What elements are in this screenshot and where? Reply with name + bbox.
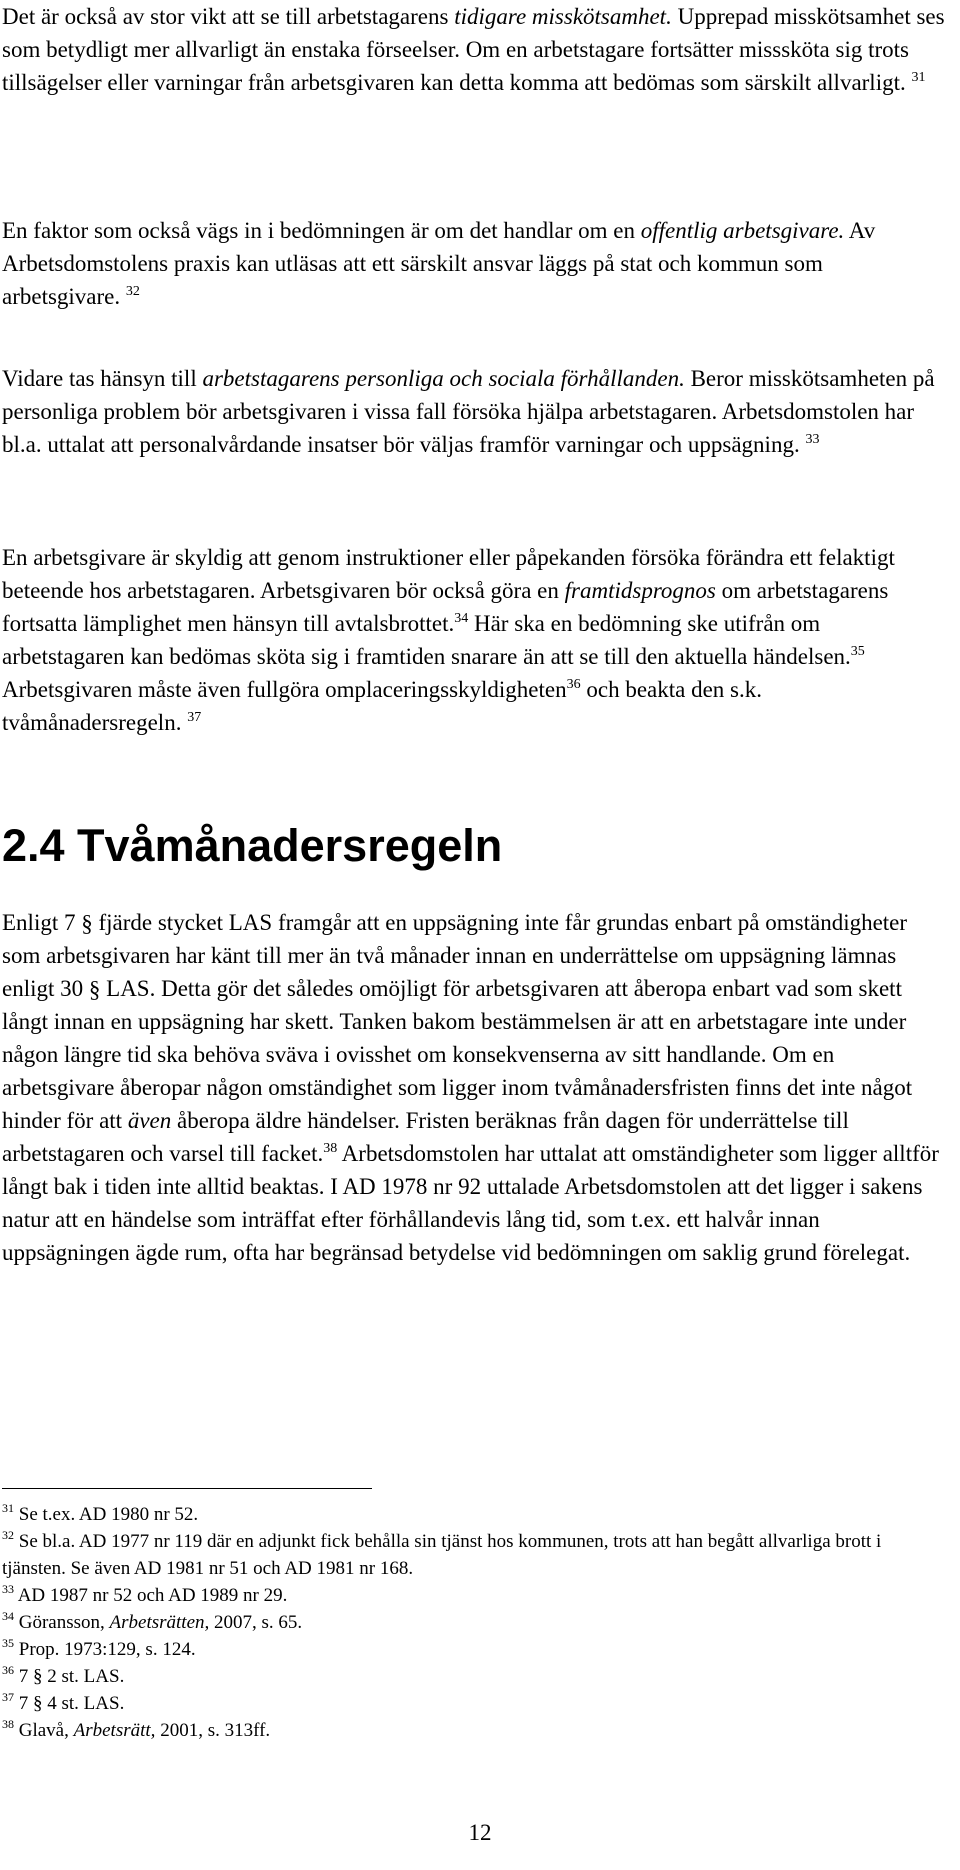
footnote-text: Göransson, (14, 1612, 110, 1633)
paragraph-personal-circumstances (2, 362, 946, 461)
footnote-emphasis: Arbetsrätt, (73, 1720, 156, 1741)
footnote-number: 31 (2, 1501, 14, 1515)
paragraph-text: En arbetsgivare är skyldig att genom instruktioner eller påpekanden försöka förändra ett felaktigt beteende hos arbetstagaren. Arbetsgivaren bör också göra en (2, 545, 895, 603)
footnote (2, 1636, 946, 1663)
footnote-text: 2007, s. 65. (209, 1612, 303, 1633)
footnote-ref[interactable]: 32 (125, 284, 140, 299)
emphasis-text: arbetstagarens personliga och sociala förhållanden. (202, 366, 685, 391)
paragraph-text: Upprepad misskötsamhet ses som betydligt mer allvarligt än enstaka förseelser. Om en arbetstagare fortsätter misssköta sig trots tillsägelser eller varningar från arbetsgivaren kan detta komma att bedömas som särskilt allvarligt. (2, 4, 945, 95)
footnote-ref[interactable]: 33 (805, 432, 820, 447)
footnote (2, 1663, 946, 1690)
footnote (2, 1690, 946, 1717)
paragraph-text: fjärde stycket LAS framgår att en uppsägning inte får grundas enbart på omständigheter som arbetsgivaren har känt till mer än två månader innan en underrättelse om uppsägning lämnas enligt 30 (2, 910, 908, 1001)
footnote-text: Prop. 1973:129, s. 124. (14, 1639, 196, 1660)
footnote (2, 1609, 946, 1636)
emphasis-text: framtidsprognos (564, 578, 716, 603)
footnote-text: 7 § 4 st. LAS. (14, 1693, 125, 1714)
footnote-text: Se t.ex. AD 1980 nr 52. (14, 1504, 199, 1525)
footnote-ref[interactable]: 35 (850, 644, 865, 659)
footnote-number: 36 (2, 1663, 14, 1677)
paragraph-text: åberopa äldre händelser. Fristen beräknas från dagen för underrättelse till arbetstagaren och varsel till facket. (2, 1108, 849, 1166)
footnote-ref[interactable]: 36 (566, 677, 581, 692)
paragraph-two-month-rule (2, 906, 946, 1269)
paragraph-text: En faktor som också vägs in i bedömningen är om det handlar om en (2, 218, 641, 243)
paragraph-text: Av Arbetsdomstolens praxis kan utläsas att ett särskilt ansvar läggs på stat och kommun som arbetsgivare. (2, 218, 876, 309)
paragraph-text: och beakta den s.k. tvåmånadersregeln. (2, 677, 762, 735)
footnote-number: 37 (2, 1690, 14, 1704)
footnote-text: 2001, s. 313ff. (155, 1720, 271, 1741)
paragraph-text: LAS. Detta gör det således omöjligt för arbetsgivaren att åberopa enbart vad som skett långt innan en uppsägning har skett. Tanken bakom bestämmelsen är att en arbetstagare inte under någon längre tid ska behöva sväva i ovisshet om konsekvenserna av sitt handlande. Om en arbetsgivare åberopar någon omständighet som ligger inom tvåmånadersfristen finns det inte något hinder för att (2, 976, 913, 1133)
footnote-ref[interactable]: 37 (187, 710, 202, 725)
paragraph-text: Här ska en bedömning ske utifrån om arbetstagaren kan bedömas sköta sig i framtiden snarare än att se till den aktuella händelsen. (2, 611, 851, 669)
footnote-separator (2, 1488, 372, 1489)
footnote (2, 1528, 946, 1582)
paragraph-text: Vidare tas hänsyn till (2, 366, 203, 391)
footnote-text: AD 1987 nr 52 och AD 1989 nr 29. (14, 1585, 288, 1606)
paragraph-text: Det är också av stor vikt att se till arbetstagarens (2, 4, 455, 29)
footnote (2, 1501, 946, 1528)
footnote-text: 7 § 2 st. LAS. (14, 1666, 125, 1687)
footnote-ref[interactable]: 31 (911, 70, 926, 85)
footnote (2, 1582, 946, 1609)
paragraph-text: Beror misskötsamheten på personliga problem bör arbetsgivaren i vissa fall försöka hjälpa arbetstagaren. Arbetsdomstolen har bl.a. uttalat att personalvårdande insatser bör väljas framför varningar och uppsägning. (2, 366, 935, 457)
page-number: 12 (468, 1820, 492, 1845)
footnote-emphasis: Arbetsrätten, (109, 1612, 210, 1633)
footnote (2, 1717, 946, 1744)
paragraph-text: Enligt 7 (2, 910, 82, 935)
footnote-ref[interactable]: 34 (454, 611, 469, 626)
paragraph-future-prognosis (2, 541, 946, 739)
paragraph-previous-misconduct (2, 0, 946, 99)
section-sign: § (81, 911, 93, 936)
footnote-number: 35 (2, 1636, 14, 1650)
paragraph-text: Arbetsdomstolen har uttalat att omständigheter som ligger alltför långt bak i tiden inte alltid beaktas. I AD 1978 nr 92 uttalade Arbetsdomstolen att det ligger i sakens natur att en händelse som inträffat efter förhållandevis lång tid, som t.ex. ett halvår innan uppsägningen ägde rum, ofta har begränsad betydelse vid bedömningen om saklig grund förelegat. (2, 1141, 939, 1265)
emphasis-text: tidigare misskötsamhet. (454, 4, 672, 29)
footnote-number: 34 (2, 1609, 14, 1623)
footnotes (2, 1501, 946, 1744)
emphasis-text: även (127, 1108, 172, 1133)
paragraph-text: Arbetsgivaren måste även fullgöra omplaceringsskyldigheten (2, 677, 567, 702)
footnote-text: Se bl.a. AD 1977 nr 119 där en adjunkt fick behålla sin tjänst hos kommunen, trots att han begått allvarliga brott i tjänsten. Se även AD 1981 nr 51 och AD 1981 nr 168. (2, 1531, 882, 1579)
emphasis-text: offentlig arbetsgivare. (640, 218, 845, 243)
footnote-number: 32 (2, 1528, 14, 1542)
paragraph-public-employer (2, 214, 946, 313)
paragraph-text: om arbetstagarens fortsatta lämplighet men hänsyn till avtalsbrottet. (2, 578, 889, 636)
section-sign: § (88, 977, 101, 1002)
section-heading: 2.4 Tvåmånadersregeln (2, 820, 503, 871)
footnote-text: Glavå, (14, 1720, 74, 1741)
footnote-ref[interactable]: 38 (323, 1141, 338, 1156)
footnote-number: 38 (2, 1717, 14, 1731)
footnote-number: 33 (2, 1582, 14, 1596)
